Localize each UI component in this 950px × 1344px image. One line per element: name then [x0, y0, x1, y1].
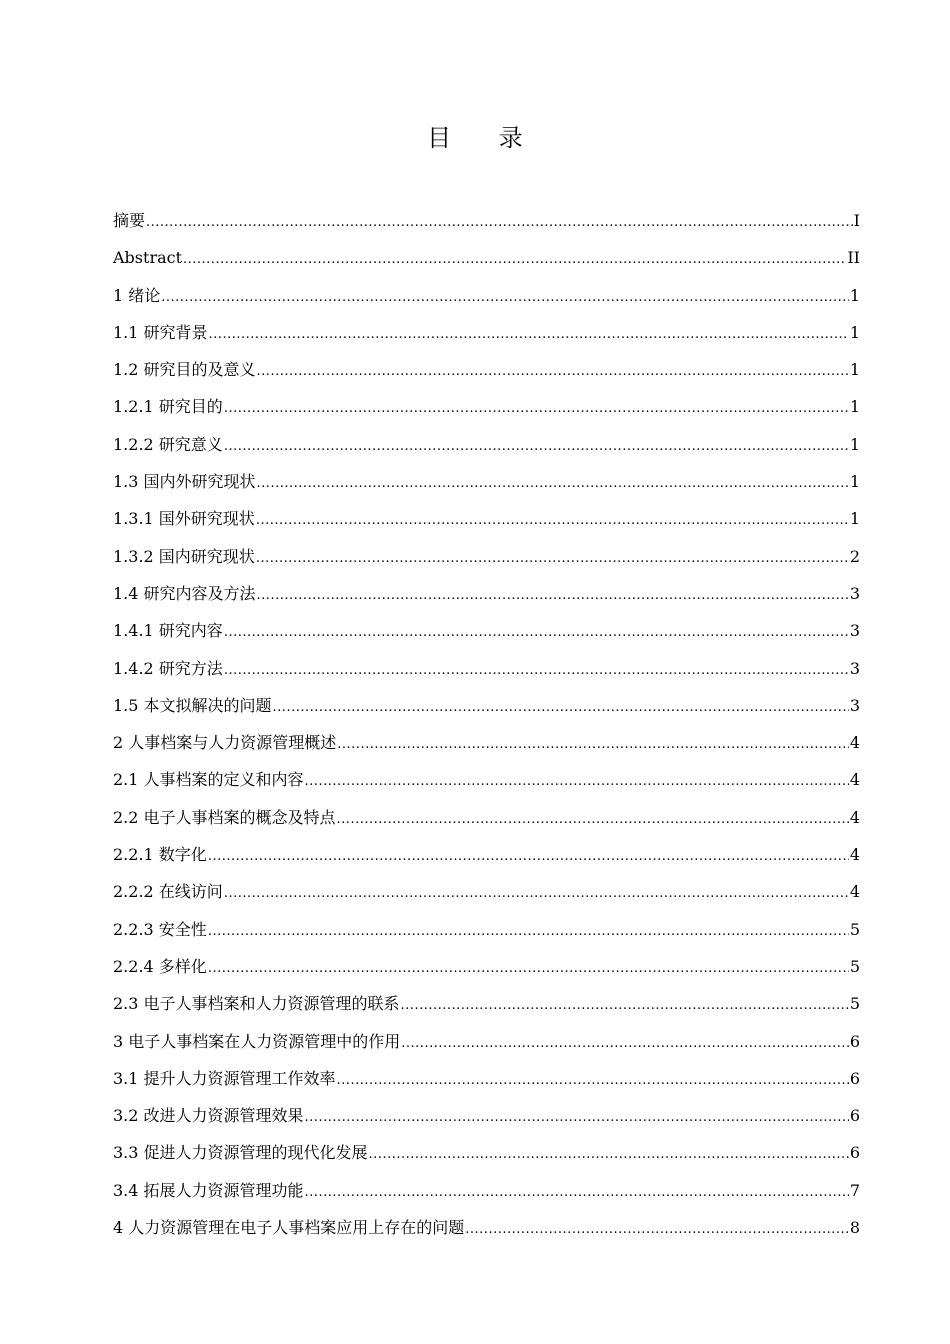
- toc-dot-leader: [369, 1136, 849, 1173]
- toc-dot-leader: [337, 1062, 849, 1099]
- toc-entry-page-number: 3: [849, 621, 860, 641]
- toc-entry-label: 1.2.1 研究目的: [113, 397, 223, 417]
- toc-entry-page-number: 1: [849, 434, 860, 454]
- toc-entry-page-number: 1: [849, 322, 860, 342]
- toc-entry-page-number: 5: [849, 994, 860, 1014]
- toc-dot-leader: [208, 913, 849, 950]
- toc-entry[interactable]: [113, 500, 860, 537]
- toc-entry-page-number: 5: [849, 956, 860, 976]
- toc-entry[interactable]: [113, 1134, 860, 1171]
- toc-entry-label: 3 电子人事档案在人力资源管理中的作用: [113, 1031, 401, 1051]
- toc-entry-label: 1.4 研究内容及方法: [113, 583, 256, 603]
- toc-entry-page-number: 4: [849, 882, 860, 902]
- toc-entry-label: 1.3.2 国内研究现状: [113, 546, 255, 566]
- toc-entry-page-number: I: [853, 211, 860, 230]
- toc-dot-leader: [208, 838, 849, 875]
- toc-entry-label: 1.3.1 国外研究现状: [113, 509, 255, 529]
- toc-entry-page-number: 1: [849, 360, 860, 380]
- toc-entry-label: 1.3 国内外研究现状: [113, 472, 256, 492]
- toc-dot-leader: [305, 1099, 849, 1136]
- toc-entry[interactable]: [113, 463, 860, 500]
- toc-entry-page-number: II: [847, 248, 860, 268]
- toc-dot-leader: [337, 726, 849, 763]
- toc-entry-label: 4 人力资源管理在电子人事档案应用上存在的问题: [113, 1218, 465, 1238]
- toc-entry-label: 2.1 人事档案的定义和内容: [113, 770, 304, 790]
- toc-dot-leader: [224, 875, 849, 912]
- toc-dot-leader: [224, 428, 849, 465]
- toc-entry[interactable]: [113, 426, 860, 463]
- toc-entry[interactable]: [113, 1172, 860, 1209]
- toc-entry-page-number: 7: [849, 1180, 860, 1200]
- toc-entry-label: 2.2 电子人事档案的概念及特点: [113, 807, 336, 827]
- toc-dot-leader: [305, 763, 849, 800]
- toc-entry-page-number: 6: [849, 1068, 860, 1088]
- toc-entry-page-number: 2: [849, 546, 860, 566]
- toc-entry[interactable]: [113, 1097, 860, 1134]
- toc-entry-label: 1.4.2 研究方法: [113, 658, 223, 678]
- toc-entry-label: 1.2 研究目的及意义: [113, 360, 256, 380]
- toc-dot-leader: [273, 689, 849, 726]
- toc-entry-page-number: 6: [849, 1106, 860, 1126]
- toc-entry-label: 1.5 本文拟解决的问题: [113, 695, 272, 715]
- toc-entry-page-number: 3: [849, 658, 860, 678]
- toc-entry-label: 1.4.1 研究内容: [113, 621, 223, 641]
- toc-dot-leader: [465, 1211, 849, 1248]
- toc-entry-label: 3.4 拓展人力资源管理功能: [113, 1180, 304, 1200]
- toc-dot-leader: [401, 987, 849, 1024]
- toc-entry[interactable]: [113, 351, 860, 388]
- toc-entry[interactable]: [113, 799, 860, 836]
- toc-entry-label: 1 绪论: [113, 285, 161, 305]
- toc-entry-label: 3.3 促进人力资源管理的现代化发展: [113, 1143, 368, 1163]
- toc-entry[interactable]: [113, 314, 860, 351]
- toc-dot-leader: [305, 1174, 849, 1211]
- toc-dot-leader: [257, 353, 849, 390]
- toc-entry-page-number: 1: [849, 285, 860, 305]
- toc-dot-leader: [224, 390, 849, 427]
- toc-title: 目 录: [427, 124, 543, 152]
- toc-entry[interactable]: [113, 1023, 860, 1060]
- toc-entry[interactable]: [113, 687, 860, 724]
- toc-entry-label: 3.1 提升人力资源管理工作效率: [113, 1068, 336, 1088]
- toc-entry[interactable]: [113, 761, 860, 798]
- toc-entry-page-number: 4: [849, 733, 860, 753]
- toc-entry[interactable]: [113, 612, 860, 649]
- toc-dot-leader: [256, 540, 849, 577]
- toc-entry-page-number: 4: [849, 807, 860, 827]
- toc-entry[interactable]: [113, 985, 860, 1022]
- toc-dot-leader: [401, 1025, 849, 1062]
- toc-entry-label: 1.1 研究背景: [113, 322, 208, 342]
- toc-dot-leader: [224, 652, 849, 689]
- toc-dot-leader: [146, 204, 853, 241]
- toc-dot-leader: [337, 801, 849, 838]
- toc-entry-page-number: 5: [849, 919, 860, 939]
- toc-entry-label: 摘要: [113, 211, 146, 230]
- toc-entry-page-number: 6: [849, 1031, 860, 1051]
- toc-entry-label: 2.2.2 在线访问: [113, 882, 223, 902]
- toc-entry-label: 2.3 电子人事档案和人力资源管理的联系: [113, 994, 400, 1014]
- toc-entry[interactable]: [113, 277, 860, 314]
- toc-entry-page-number: 6: [849, 1143, 860, 1163]
- toc-entry[interactable]: [113, 873, 860, 910]
- toc-dot-leader: [224, 614, 849, 651]
- toc-entry[interactable]: [113, 239, 860, 276]
- toc-dot-leader: [257, 465, 849, 502]
- toc-entry-page-number: 1: [849, 509, 860, 529]
- toc-dot-leader: [161, 279, 849, 316]
- toc-entry-label: 3.2 改进人力资源管理效果: [113, 1106, 304, 1126]
- toc-entry-page-number: 3: [849, 695, 860, 715]
- toc-entry-label: 2.2.1 数字化: [113, 845, 207, 865]
- toc-entry[interactable]: [113, 388, 860, 425]
- toc-entry[interactable]: [113, 538, 860, 575]
- toc-entry[interactable]: [113, 575, 860, 612]
- toc-entry-page-number: 8: [849, 1218, 860, 1238]
- toc-entry-page-number: 1: [849, 397, 860, 417]
- toc-dot-leader: [257, 577, 849, 614]
- toc-entry[interactable]: [113, 836, 860, 873]
- toc-entry[interactable]: [113, 1060, 860, 1097]
- toc-entry-label: 1.2.2 研究意义: [113, 434, 223, 454]
- toc-dot-leader: [183, 241, 846, 278]
- toc-entry-label: Abstract: [113, 248, 183, 268]
- toc-entry-label: 2.2.3 安全性: [113, 919, 207, 939]
- toc-entry[interactable]: [113, 202, 860, 239]
- toc-entry-page-number: 4: [849, 770, 860, 790]
- table-of-contents: [113, 202, 860, 1246]
- toc-entry[interactable]: [113, 650, 860, 687]
- toc-entry-page-number: 3: [849, 583, 860, 603]
- toc-entry[interactable]: [113, 911, 860, 948]
- toc-entry-page-number: 4: [849, 845, 860, 865]
- toc-entry[interactable]: [113, 948, 860, 985]
- toc-dot-leader: [209, 316, 849, 353]
- toc-entry-label: 2.2.4 多样化: [113, 956, 207, 976]
- toc-entry[interactable]: [113, 724, 860, 761]
- toc-entry[interactable]: [113, 1209, 860, 1246]
- toc-entry-label: 2 人事档案与人力资源管理概述: [113, 733, 337, 753]
- toc-dot-leader: [256, 502, 849, 539]
- toc-dot-leader: [208, 950, 849, 987]
- toc-entry-page-number: 1: [849, 472, 860, 492]
